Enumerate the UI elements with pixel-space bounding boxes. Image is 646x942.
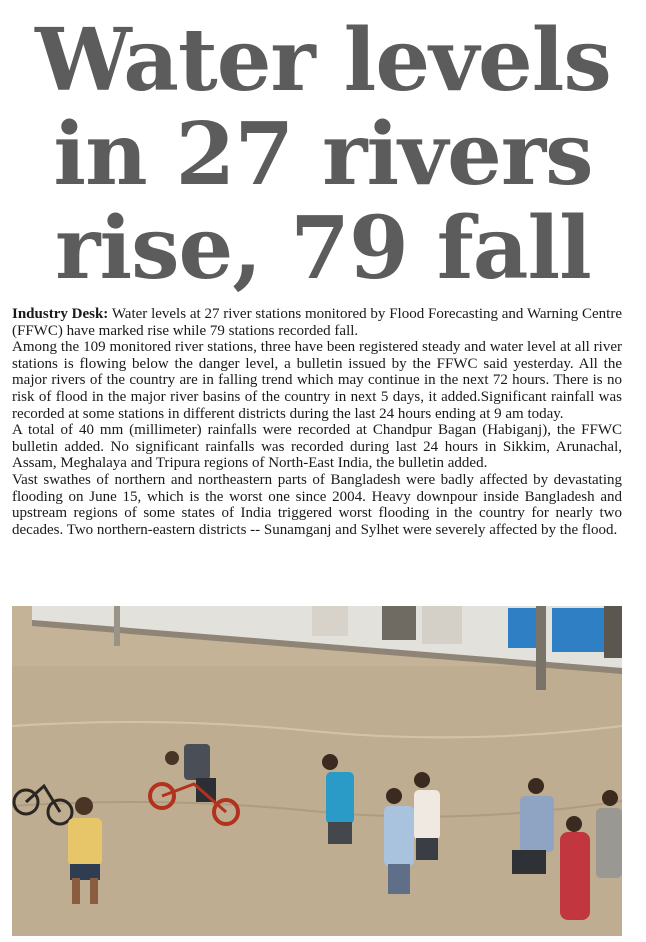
headline-line-1: Water levels — [35, 10, 611, 111]
article-paragraph-3: A total of 40 mm (millimeter) rainfalls were recorded at Chandpur Bagan (Habiganj), the FFWC bulletin added. No significant rainfalls was recorded during last 24 hours in Sikkim, Arunachal, Assam, Meghalaya and Tripura regions of North-East India, the bulletin added. — [12, 422, 622, 472]
article-body — [12, 306, 622, 538]
headline-line-3: rise, 79 fall — [55, 198, 591, 299]
headline-line-2: in 27 rivers — [53, 104, 593, 205]
article-paragraph-2: Among the 109 monitored river stations, three have been registered steady and water level at all river stations is flowing below the danger level, a bulletin issued by the FFWC said yesterday. All the major rivers of the country are in falling trend which may continue in the next 72 hours. There is no risk of flood in the major river basins of the country in next 5 days, it added.Significant rainfall was recorded at some stations in different districts during the last 24 hours ending at 9 am today. — [12, 339, 622, 422]
dateline: Industry Desk: — [12, 306, 109, 322]
headline — [0, 10, 646, 299]
flood-photo-illustration — [12, 606, 622, 936]
article-paragraph-1-text: Water levels at 27 river stations monitored by Flood Forecasting and Warning Centre (FFWC) have marked rise while 79 stations recorded fall. — [12, 306, 622, 339]
article-paragraph-1 — [12, 306, 622, 339]
flood-photo — [12, 606, 622, 936]
article-paragraph-4: Vast swathes of northern and northeastern parts of Bangladesh were badly affected by devastating flooding on June 15, which is the worst one since 2004. Heavy downpour inside Bangladesh and upstream regions of some states of India triggered worst flooding in the country for nearly two decades. Two northern-eastern districts -- Sunamganj and Sylhet were severely affected by the flood. — [12, 471, 622, 538]
